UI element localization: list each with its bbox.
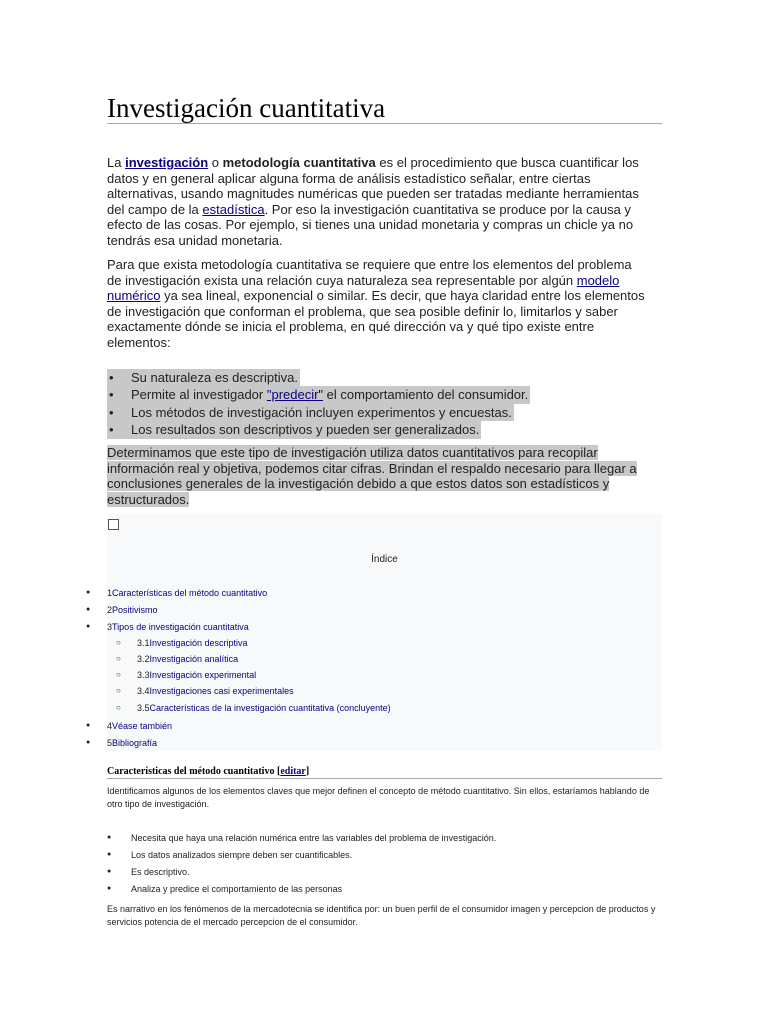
bullet-marker: ● [107, 834, 112, 841]
toc-item-number: 2 [107, 605, 113, 615]
toc-item-label: Investigación analítica [149, 654, 239, 664]
toc-bullet: ● [86, 623, 91, 630]
bullet-marker: • [109, 370, 114, 385]
section-heading [107, 765, 662, 778]
toc-item-number: 5 [107, 738, 113, 748]
toc-bullet: ● [86, 606, 91, 613]
list-item-text: Los métodos de investigación incluyen experimentos y encuestas. [131, 404, 512, 420]
list-item [107, 404, 514, 421]
toc-subbullet: ○ [116, 670, 121, 679]
link-investigacion[interactable]: investigación [125, 155, 209, 170]
toc-item-label: Bibliografía [112, 738, 158, 748]
intro-text-4: . Por eso la investigación cuantitativa se produce por la causa y efecto de las cosas. Por ejemplo, si tienes una unidad monetaria y compras un chicle ya no tendrás esa unidad monetaria. [107, 201, 634, 248]
link-estadistica[interactable]: estadística [202, 201, 265, 217]
section-paragraph: Es narrativo en los fenómenos de la mercadotecnia se identifica por: un buen perfil de el consumidor imagen y percepcion de productos y servicios potencia de el mercado percepcion de el consumidor. [107, 904, 656, 927]
intro-text-3: es el procedimiento que busca cuantificar los datos y en general aplicar alguna forma de análisis estadístico señalar, entre ciertas alternativas, usando magnitudes numéricas que pueden ser tratadas mediante herramientas del campo de la [107, 155, 639, 217]
intro-paragraph [107, 155, 647, 249]
highlighted-paragraph [107, 445, 647, 507]
highlight-line: Determinamos que este tipo de investigación utiliza datos cuantitativos para recopilar [107, 445, 598, 460]
list-item-text: Permite al investigador [131, 387, 267, 403]
toc-item-number: 4 [107, 721, 113, 731]
list-item [107, 421, 481, 438]
bullet-marker: • [109, 387, 114, 403]
bullet-marker: • [109, 404, 114, 420]
toc-item[interactable] [107, 720, 172, 732]
toc-item[interactable] [107, 587, 267, 599]
toc-bullet: ● [86, 739, 91, 746]
highlight-line: conclusiones generales de la investigación debido a que estos datos son estadísticos y [107, 476, 610, 492]
para2-text-1: Para que exista metodología cuantitativa se requiere que entre los elementos del problema de investigación exista una relación cuya naturaleza sea representable por algún [107, 257, 632, 288]
toc-item-label: Véase también [112, 721, 173, 731]
toc-item[interactable] [107, 621, 249, 633]
toc-subitem[interactable] [137, 685, 294, 697]
toc-toggle-checkbox[interactable] [108, 519, 119, 530]
list-item-text: el comportamiento del consumidor. [323, 387, 529, 403]
toc-item-number: 3.2 [137, 654, 150, 664]
list-item: Analiza y predice el comportamiento de las personas [131, 884, 343, 894]
toc-item-label: Investigación experimental [149, 670, 257, 680]
toc-subbullet: ○ [116, 654, 121, 663]
toc-item-number: 3.4 [137, 686, 150, 696]
list-item: Es descriptivo. [131, 867, 190, 877]
toc-title: Índice [371, 554, 398, 565]
intro-text-2: o [208, 155, 223, 170]
highlight-line: información real y objetiva, podemos citar cifras. Brindan el respaldo necesario para llegar a [107, 460, 637, 476]
list-item: Necesita que haya una relación numérica entre las variables del problema de investigación. [131, 833, 497, 843]
page-title: Investigación cuantitativa [107, 93, 386, 123]
list-item: Los datos analizados siempre deben ser cuantificables. [131, 850, 353, 860]
para2-text-2: ya sea lineal, exponencial o similar. Es decir, que haya claridad entre los elementos de investigación que conforman el problema, que sea posible definir lo, limitarlos y saber exactamente dónde se inicia el problema, en qué dirección va y qué tipo existe entre elementos: [107, 288, 645, 350]
toc-subitem[interactable] [137, 702, 391, 714]
bullet-marker: ● [107, 868, 112, 875]
toc-item-label: Positivismo [112, 605, 158, 615]
edit-link[interactable]: editar [280, 766, 306, 777]
toc-bullet: ● [86, 722, 91, 729]
toc-item-number: 3.3 [137, 670, 150, 680]
toc-subbullet: ○ [116, 703, 121, 712]
list-item [107, 386, 530, 403]
link-predecir[interactable]: "predecir" [266, 387, 324, 403]
toc-item-label: Investigación descriptiva [149, 638, 248, 648]
list-item-text: Los resultados son descriptivos y pueden ser generalizados. [131, 422, 480, 438]
toc-subbullet: ○ [116, 686, 121, 695]
bullet-marker: • [109, 422, 114, 438]
second-paragraph [107, 257, 647, 351]
bullet-marker: ● [107, 885, 112, 892]
section-paragraph: Identificamos algunos de los elementos claves que mejor definen el concepto de método cuantitativo. Sin ellos, estaríamos hablando de otro tipo de investigación. [107, 786, 650, 809]
section-divider [107, 778, 662, 779]
toc-item-number: 3 [107, 622, 113, 632]
edit-bracket: ] [305, 766, 310, 777]
intro-bold-term: metodología cuantitativa [222, 155, 376, 170]
toc-item-label: Investigaciones casi experimentales [149, 686, 294, 696]
list-item-text: Su naturaleza es descriptiva. [131, 370, 298, 385]
link-modelo-numerico[interactable]: modelo numérico [107, 272, 620, 304]
bullet-marker: ● [107, 851, 112, 858]
toc-subbullet: ○ [116, 638, 121, 647]
toc-item-number: 1 [107, 588, 113, 598]
toc-item[interactable] [107, 604, 158, 616]
toc-subitem[interactable] [137, 669, 256, 681]
toc-item-number: 3.1 [137, 638, 150, 648]
toc-item-label: Características de la investigación cuantitativa (concluyente) [149, 703, 391, 713]
section-heading-text: Características del método cuantitativo [107, 766, 275, 777]
intro-text-1: La [107, 155, 126, 170]
toc-item-label: Características del método cuantitativo [112, 588, 268, 598]
list-item [107, 369, 300, 386]
highlight-line: estructurados. [107, 491, 190, 507]
toc-subitem[interactable] [137, 653, 238, 665]
edit-bracket: [ [274, 766, 281, 777]
characteristics-list [107, 369, 667, 439]
toc-item-label: Tipos de investigación cuantitativa [112, 622, 249, 632]
toc-item[interactable] [107, 737, 157, 749]
toc-bullet: ● [86, 589, 91, 596]
toc-subitem[interactable] [137, 637, 248, 649]
toc-item-number: 3.5 [137, 703, 150, 713]
title-divider [107, 123, 662, 124]
